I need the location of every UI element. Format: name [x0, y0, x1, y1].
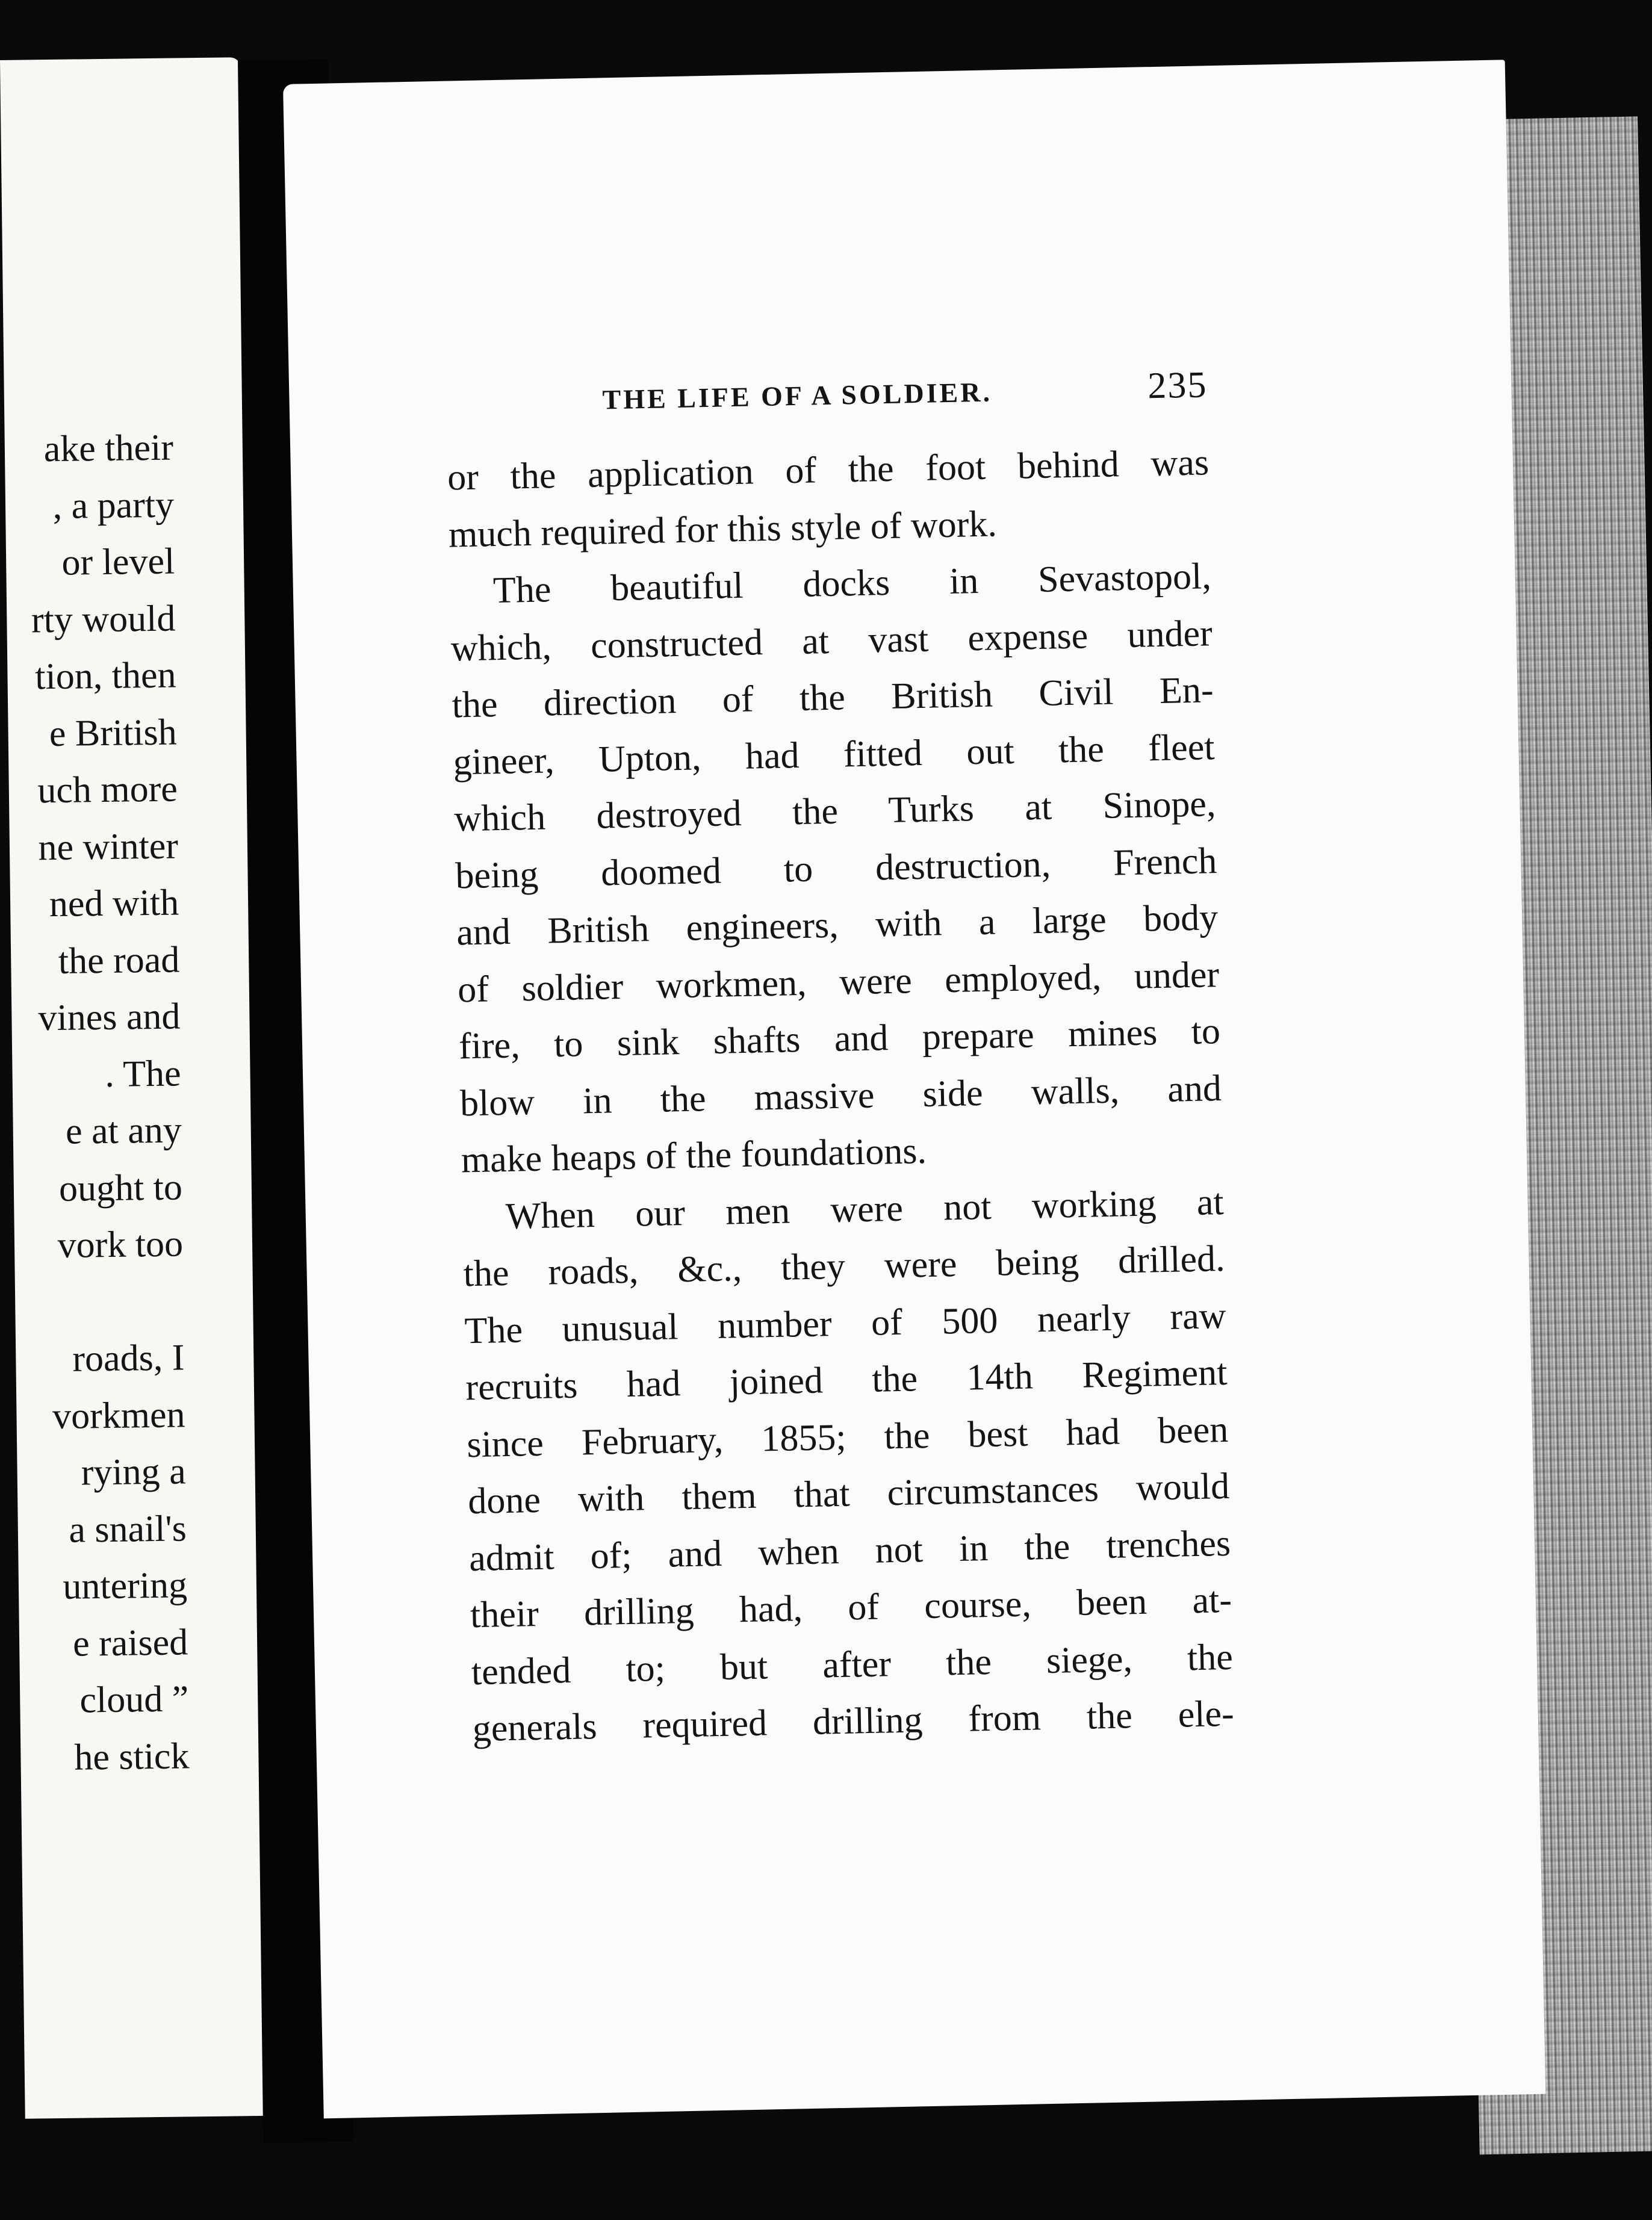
left-text-line: vorkmen — [52, 1394, 185, 1437]
left-text-line: a snail's — [68, 1507, 187, 1551]
left-text-line: e British — [49, 711, 178, 754]
text-line: make heaps of the foundations. — [461, 1130, 927, 1181]
left-text-line: roads, I — [72, 1337, 185, 1380]
left-facing-page — [0, 57, 266, 2119]
left-text-line: ned with — [49, 882, 179, 925]
text-line: the direction of the British Civil En- — [452, 669, 1214, 726]
text-line: their drilling had, of course, been at- — [470, 1579, 1232, 1636]
text-line: fire, to sink shafts and prepare mines to — [458, 1011, 1221, 1067]
text-line: since February, 1855; the best had been — [466, 1409, 1229, 1465]
text-line: recruits had joined the 14th Regiment — [465, 1351, 1228, 1409]
left-text-line: e at any — [65, 1109, 182, 1152]
left-text-line: ought to — [58, 1166, 183, 1209]
text-line: the roads, &c., they were being drilled. — [463, 1238, 1226, 1295]
left-text-line: tion, then — [34, 654, 176, 698]
text-line: or the application of the foot behind was — [447, 442, 1210, 498]
left-text-line: uch more — [37, 768, 178, 811]
left-text-line: untering — [62, 1564, 188, 1607]
running-title: THE LIFE OF A SOLDIER. — [602, 376, 993, 415]
left-text-line: rying a — [81, 1451, 187, 1493]
left-page-text — [29, 420, 190, 1787]
left-text-line — [39, 1273, 184, 1331]
text-line: done with them that circumstances would — [467, 1465, 1230, 1522]
left-text-line: rty would — [31, 598, 176, 640]
left-text-line: , a party — [52, 484, 175, 527]
text-line: When our men were not working at — [505, 1181, 1225, 1237]
left-text-line: vork too — [57, 1223, 184, 1266]
left-text-line: . The — [104, 1052, 181, 1095]
left-text-line: ake their — [43, 427, 174, 470]
text-line: The unusual number of 500 nearly raw — [464, 1295, 1227, 1351]
left-text-line: he stick — [73, 1735, 190, 1778]
left-text-line: vines and — [38, 996, 181, 1039]
left-text-line: or level — [61, 541, 175, 583]
text-line: much required for this style of work. — [448, 503, 998, 556]
text-line: admit of; and when not in the trenches — [468, 1522, 1231, 1579]
text-line: which destroyed the Turks at Sinope, — [453, 783, 1216, 840]
page-number: 235 — [1147, 364, 1208, 407]
text-line: The beautiful docks in Sevastopol, — [492, 556, 1212, 612]
body-text — [447, 434, 1234, 1757]
text-line: which, constructed at vast expense under — [450, 612, 1213, 669]
text-line: gineer, Upton, had fitted out the fleet — [452, 726, 1216, 783]
text-line: generals required drilling from the ele- — [472, 1693, 1235, 1750]
text-line: of soldier workmen, were employed, under — [457, 953, 1220, 1010]
text-line: tended to; but after the siege, the — [471, 1636, 1234, 1693]
text-line: and British engineers, with a large body — [456, 897, 1219, 953]
left-text-line: e raised — [72, 1621, 188, 1664]
right-page — [283, 60, 1545, 2118]
left-text-line: ne winter — [38, 825, 179, 868]
running-head — [602, 364, 1208, 418]
text-line: being doomed to destruction, French — [455, 840, 1217, 897]
text-line: blow in the massive side walls, and — [459, 1067, 1222, 1124]
left-text-line: cloud ” — [79, 1678, 189, 1721]
left-text-line: the road — [58, 938, 180, 982]
